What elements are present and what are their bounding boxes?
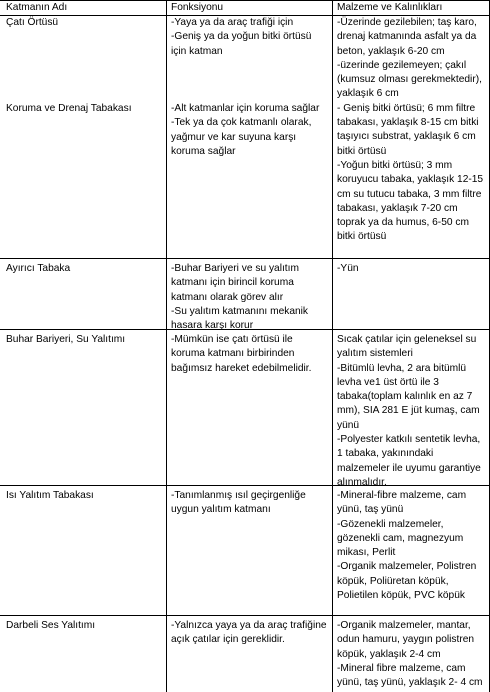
row4-function: -Tanımlanmış ısıl geçirgenliğe uygun yalıtım katmanı bbox=[171, 490, 306, 516]
row5-layer-name: Darbeli Ses Yalıtımı bbox=[6, 620, 96, 631]
row3-layer-name: Buhar Bariyeri, Su Yalıtımı bbox=[6, 334, 126, 345]
column-border-2 bbox=[332, 0, 333, 692]
row3-materials: Sıcak çatılar için geleneksel su yalıtım sistemleri -Bitümlü levha, 2 ara bitümlü levha ve1 üst örtü ile 3 tabaka(toplam kalınlık en az 7 mm), SIA 281 E jüt kumaş, cam yünü -Polyester katkılı sentetik levha, 1 tabaka, yakınındaki malzemeler ile uyumu garantiye alınmalıdır. bbox=[337, 334, 481, 488]
row1-layer-name-drainage: Koruma ve Drenaj Tabakası bbox=[6, 103, 132, 114]
header-function: Fonksiyonu bbox=[171, 2, 224, 13]
row-border-1 bbox=[0, 258, 490, 259]
row2-function: -Buhar Bariyeri ve su yalıtım katmanı için birincil koruma katmanı olarak görev alır -Su yalıtım katmanını mekanik hasara karşı korur bbox=[171, 263, 309, 332]
header-materials: Malzeme ve Kalınlıkları bbox=[337, 2, 443, 13]
row2-layer-name: Ayırıcı Tabaka bbox=[6, 263, 71, 274]
row1-materials: -Üzerinde gezilebilen; taş karo, drenaj katmanında asfalt ya da beton, yaklaşık 6-20 cm -üzerinde gezilemeyen; çakıl (kumsuz olması gerekmektedir), yaklaşık 6 cm - Geniş bitki örtüsü; 6 mm filtre tabakası, yaklaşık 8-15 cm bitki taşıyıcı substrat, yaklaşık 6 cm bitki örtüsü -Yoğun bitki örtüsü; 3 mm koruyucu tabaka, yaklaşık 12-15 cm su tutucu tabaka, 3 mm filtre tabakası, yaklaşık 7-20 cm toprak ya da humus, 6-50 cm bitki örtüsü bbox=[337, 17, 484, 243]
row4-layer-name: Isı Yalıtım Tabakası bbox=[6, 490, 94, 501]
row4-materials: -Mineral-fibre malzeme, cam yünü, taş yünü -Gözenekli malzemeler, gözenekli cam, magnezyum mikası, Perlit -Organik malzemeler, Polistren köpük, Poliüretan köpük, Polietilen köpük, PVC köpük bbox=[337, 490, 477, 602]
row1-function-roof: -Yaya ya da araç trafiği için -Geniş ya da yoğun bitki örtüsü için katman bbox=[171, 17, 312, 57]
row-border-4 bbox=[0, 615, 490, 616]
row1-function-drainage: -Alt katmanlar için koruma sağlar -Tek ya da çok katmanlı olarak, yağmur ve kar suyuna karşı koruma sağlar bbox=[171, 103, 320, 157]
column-border-1 bbox=[166, 0, 167, 692]
row1-layer-name-roof: Çatı Örtüsü bbox=[6, 17, 59, 28]
row2-materials: -Yün bbox=[337, 263, 359, 274]
row5-function: -Yalnızca yaya ya da araç trafiğine açık çatılar için gereklidir. bbox=[171, 620, 327, 646]
row5-materials: -Organik malzemeler, mantar, odun hamuru, yaygın polistren köpük, yaklaşık 2-4 cm -Mineral fibre malzeme, cam yünü, taş yünü, yaklaşık 2- 4 cm bbox=[337, 620, 483, 689]
row3-function: -Mümkün ise çatı örtüsü ile koruma katmanı birbirinden bağımsız hareket edebilmelidir. bbox=[171, 334, 312, 374]
header-layer-name: Katmanın Adı bbox=[6, 2, 68, 13]
